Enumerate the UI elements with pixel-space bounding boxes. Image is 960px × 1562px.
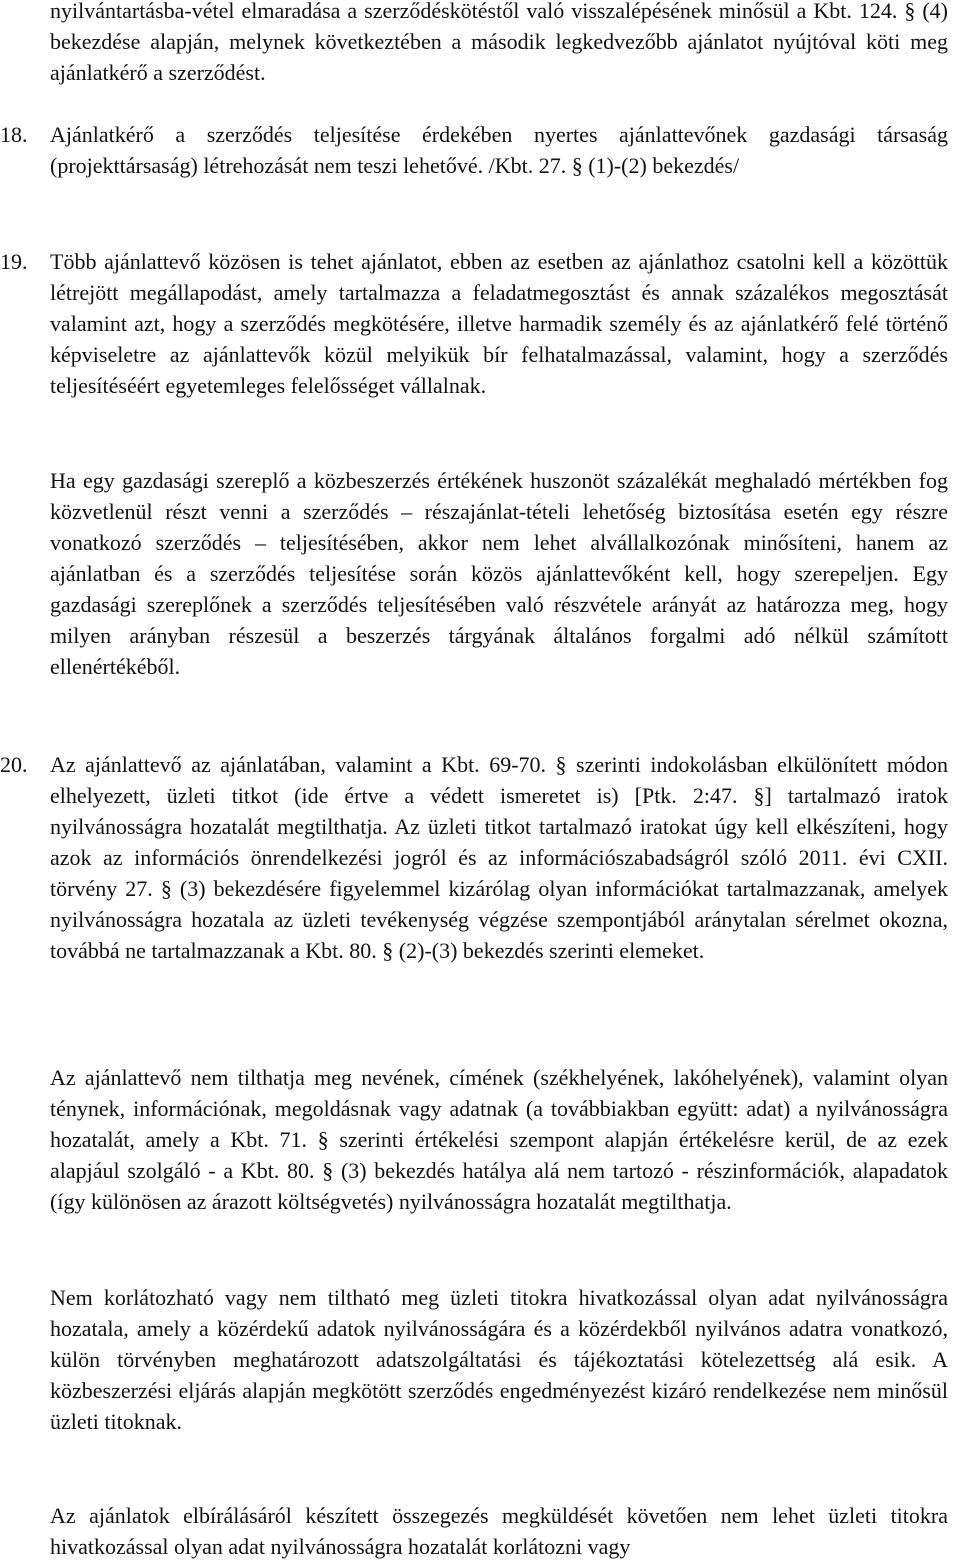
item-number: 18.	[0, 122, 28, 147]
paragraph-20-evaluation: Az ajánlatok elbírálásáról készített összegezés megküldését követően nem lehet üzleti titokra hivatkozással olyan adat nyilvánosságra hozatalát korlátozni vagy	[50, 1503, 948, 1559]
item-text: Több ajánlattevő közösen is tehet ajánlatot, ebben az esetben az ajánlathoz csatolni kell a közöttük létrejött megállapodást, amely tartalmazza a feladatmegosztást és annak százalékos megosztását valamint azt, hogy a szerződés megkötésére, illetve harmadik személy és az ajánlatkérő felé történő képviseletre az ajánlattevők közül melyikük bír felhatalmazással, valamint, hogy a szerződés teljesítéséért egyetemleges felelősséget vállalnak.	[50, 249, 948, 398]
paragraph-20-restrictions: Nem korlátozható vagy nem tiltható meg üzleti titokra hivatkozással olyan adat nyilvánosságra hozatala, amely a közérdekű adatok nyilvánosságára és a közérdekből nyilvános adatra vonatkozó, külön törvényben meghatározott adatszolgáltatási és tájékoztatási kötelezettség alá esik. A közbeszerzési eljárás alapján megkötött szerződés engedményezést kizáró rendelkezése nem minősül üzleti titoknak.	[50, 1285, 948, 1434]
paragraph-19-continued: Ha egy gazdasági szereplő a közbeszerzés értékének huszonöt százalékát meghaladó mértékben fog közvetlenül részt venni a szerződés – részajánlat-tételi lehetőség biztosítása esetén egy részre vonatkozó szerződés – teljesítésében, akkor nem lehet alvállalkozónak minősíteni, hanem az ajánlatban és a szerződés teljesítése során közös ajánlattevőként kell, hogy szerepeljen. Egy gazdasági szereplőnek a szerződés teljesítésében való részvétele arányát az határozza meg, hogy milyen arányban részesül a beszerzés tárgyának általános forgalmi adó nélkül számított ellenértékéből.	[50, 468, 948, 679]
list-item-19	[0, 246, 948, 401]
item-number: 20.	[0, 752, 28, 777]
paragraph-20-names: Az ajánlattevő nem tilthatja meg nevének, címének (székhelyének, lakóhelyének), valamint olyan ténynek, információnak, megoldásnak vagy adatnak (a továbbiakban együtt: adat) a nyilvánosságra hozatalát, amely a Kbt. 71. § szerinti értékelési szempont alapján értékelésre kerül, de az ezek alapjául szolgáló - a Kbt. 80. § (3) bekezdés hatálya alá nem tartozó - részinformációk, alapadatok (így különösen az árazott költségvetés) nyilvánosságra hozatalát megtilthatja.	[50, 1065, 948, 1214]
list-item-18	[0, 119, 948, 181]
item-text: Az ajánlattevő az ajánlatában, valamint a Kbt. 69-70. § szerinti indokolásban elkülönített módon elhelyezett, üzleti titkot (ide értve a védett ismeretet is) [Ptk. 2:47. §] tartalmazó iratok nyilvánosságra hozatalát megtilthatja. Az üzleti titkot tartalmazó iratokat úgy kell elkészíteni, hogy azok az információs önrendelkezési jogról és az információszabadságról szóló 2011. évi CXII. törvény 27. § (3) bekezdésére figyelemmel kizárólag olyan információkat tartalmazzanak, amelyek nyilvánosságra hozatala az üzleti tevékenység végzése szempontjából aránytalan sérelmet okozna, továbbá ne tartalmazzanak a Kbt. 80. § (2)-(3) bekezdés szerinti elemeket.	[50, 752, 948, 963]
item-number: 19.	[0, 249, 28, 274]
intro-paragraph: nyilvántartásba-vétel elmaradása a szerződéskötéstől való visszalépésének minősül a Kbt. 124. § (4) bekezdése alapján, melynek következtében a második legkedvezőbb ajánlatot nyújtóval köti meg ajánlatkérő a szerződést.	[50, 0, 948, 85]
list-item-20	[0, 749, 948, 966]
item-text: Ajánlatkérő a szerződés teljesítése érdekében nyertes ajánlattevőnek gazdasági társaság (projekttársaság) létrehozását nem teszi lehetővé. /Kbt. 27. § (1)-(2) bekezdés/	[50, 122, 948, 178]
